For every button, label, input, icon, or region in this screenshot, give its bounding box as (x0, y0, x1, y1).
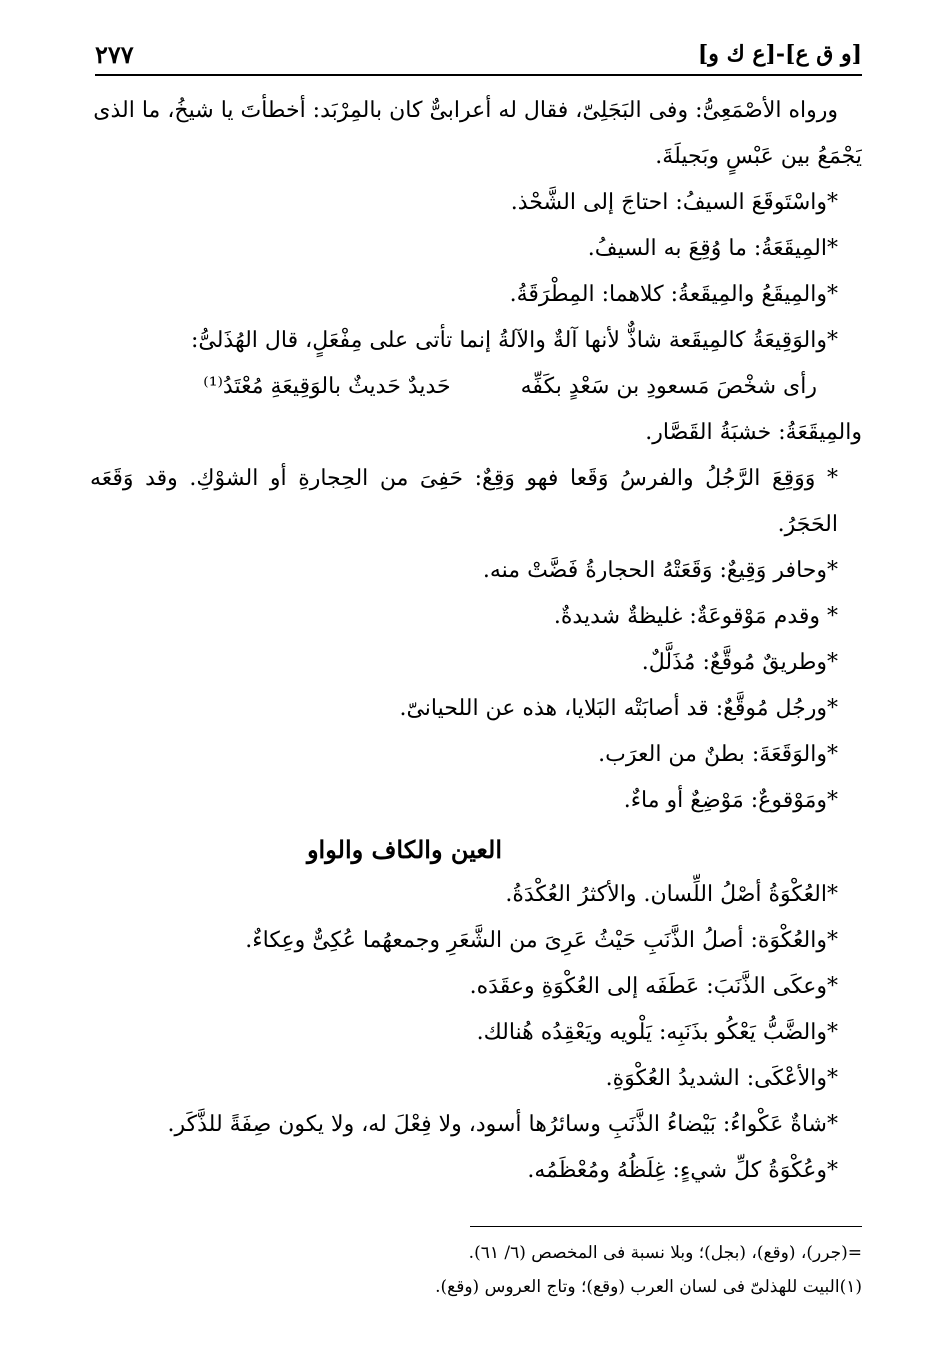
entry-line: *وطريقٌ مُوقَّعٌ: مُذَلَّلٌ. (641, 650, 838, 675)
verse-second-hemistich: حَديدٌ حَديثٌ بالوَقِيعَةِ مُعْتَدُ⁽¹⁾ (203, 374, 451, 399)
entry-line: *والأعْكَى: الشديدُ العُكْوَةِ. (605, 1066, 838, 1091)
footnotes (90, 1236, 862, 1304)
entry-line: *والعُكْوَة: أصلُ الذَّنَبِ حَيْثُ عَرِىَ من الشَّعَرِ وجمعهُما عُكِىٌّ وعِكاءٌ. (245, 928, 838, 953)
page-number: ٢٧٧ (95, 39, 134, 69)
footnote-continuation: =(جرر)، (وقع)، (بجل)؛ وبلا نسبة فى المخصص (٦/ ٦١). (468, 1243, 862, 1263)
entry-line: *وعُكْوَةُ كلِّ شيءٍ: غِلَظُهُ ومُعْظَمُه. (527, 1158, 838, 1183)
root-range: [و ق ع]-[ع ك و] (697, 41, 862, 67)
entry-line: *وعكَى الذَّنَبَ: عَطَفَه إلى العُكْوَةِ وعقَدَه. (469, 974, 838, 999)
page-header (95, 34, 862, 76)
poetry-verse (90, 364, 862, 410)
entry-line: *وحافر وَقِيعٌ: وَقَعَتْهُ الحجارةُ فَضَّتْ منه. (482, 558, 838, 583)
entry-line: *والوَقَعَةَ: بطنٌ من العرَب. (598, 742, 838, 767)
footnote-divider (470, 1226, 862, 1227)
entry-line: *والضَّبُّ يَعْكُو بذَنَبِه: يَلْويه ويَعْقِدُه هُنالك. (476, 1020, 838, 1045)
section-heading: العين والكاف والواو (306, 835, 502, 864)
entry-line: *المِيقَعَةُ: ما وُقِعَ به السيفُ. (587, 236, 838, 261)
entry-line: *ومَوْقوعٌ: مَوْضِعٌ أو ماءٌ. (623, 788, 838, 813)
entry-line: *ورجُل مُوقَّعٌ: قد أصابَتْه البَلايا، هذه عن اللحيانىّ. (399, 696, 838, 721)
footnote-1: (١)البيت للهذلىّ فى لسان العرب (وقع)؛ وتاج العروس (وقع). (435, 1277, 862, 1297)
entry-line: *واسْتَوقَعَ السيفُ: احتاجَ إلى الشَّحْذ. (510, 190, 838, 215)
entry-paragraph: * وَوَقِعَ الرَّجُلُ والفرسُ وَقَعا فهو وَقِعٌ: حَفِىَ من الحِجارةِ أو الشوْكِ. وقد وَقَعَه الحَجَرُ. (90, 466, 838, 537)
text-line: ورواه الأصْمَعِىُّ: وفى البَجَلِىّ، فقال له أعرابىٌّ كان بالمِرْبَد: أخطأتَ يا شيخُ، ما الذى (93, 98, 838, 123)
page-body (90, 88, 862, 1194)
entry-line: والمِيقَعَةُ: خشبَةُ القَصَّار. (645, 420, 862, 445)
entry-line: * وقدم مَوْقوعَةٌ: غليظةٌ شديدةٌ. (553, 604, 838, 629)
entry-line: *والمِيقَعُ والمِيقَعةُ: كلاهما: المِطْرَقَةُ. (509, 282, 838, 307)
text-line: يَجْمَعُ بين عَبْسٍ وبَجيلَةَ. (655, 144, 862, 169)
entry-line: *شاةٌ عَكْواءُ: بَيْضاءُ الذَّنَبِ وسائرُها أسود، ولا فِعْلَ له، ولا يكون صِفَةً للذَّكَر. (167, 1112, 838, 1137)
entry-line: *العُكْوَةُ أصْلُ اللِّسان. والأكثرُ العُكْدَةُ. (505, 882, 838, 907)
verse-first-hemistich: رأى شخْصَ مَسعودِ بن سَعْدٍ بكَفِّه (520, 374, 817, 399)
entry-line: *والوَقِيعَةُ كالمِيقَعة شاذٌّ لأنها آلةٌ والآلةُ إنما تأتى على مِفْعَلٍ، قال الهُذَلىُّ: (190, 328, 838, 353)
